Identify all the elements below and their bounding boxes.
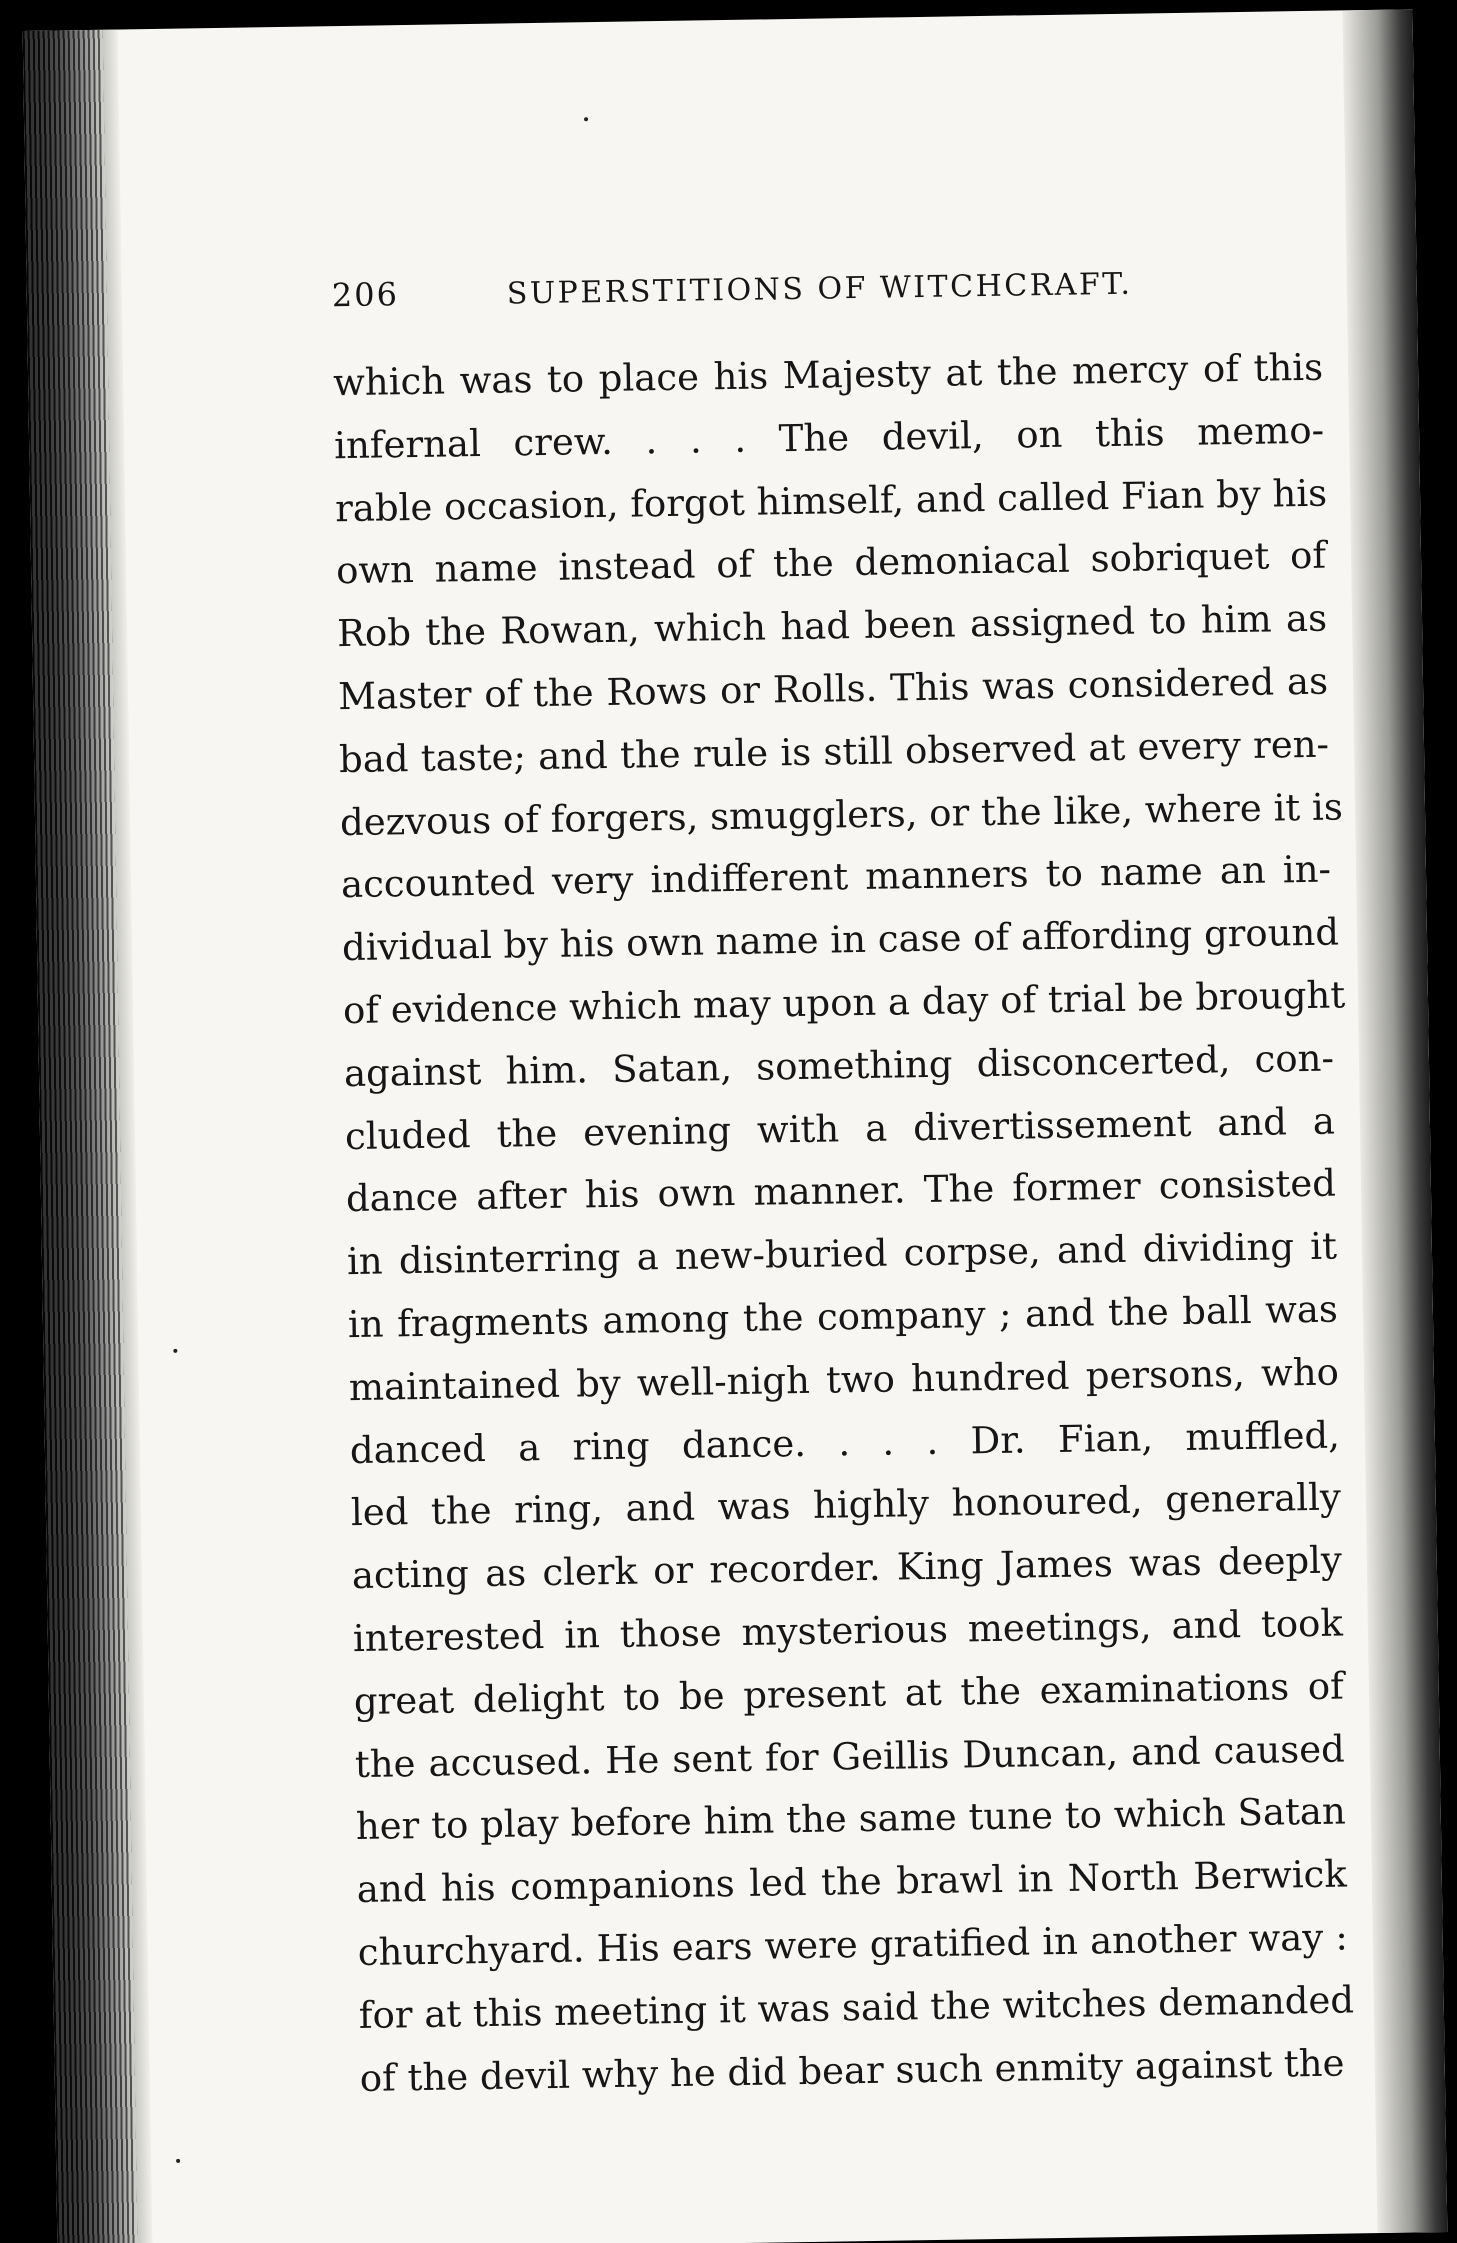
text-line: own name instead of the demoniacal sobriquet of: [335, 534, 1327, 593]
text-line: against him. Satan, something disconcerted, con-: [343, 1036, 1335, 1095]
text-line: for at this meeting it was said the witches demanded: [358, 1978, 1355, 2037]
text-line: dividual by his own name in case of affording ground: [341, 910, 1340, 970]
text-line: and his companions led the brawl in North Berwick: [356, 1852, 1348, 1912]
running-header: [332, 261, 1322, 315]
text-line: great delight to be present at the examinations of: [353, 1664, 1345, 1723]
text-line: Master of the Rows or Rolls. This was considered as: [337, 659, 1329, 719]
text-line: of evidence which may upon a day of trial be brought: [342, 973, 1346, 1033]
text-line: cluded the evening with a divertissement and a: [344, 1099, 1336, 1158]
text-line: churchyard. His ears were gratified in another way :: [357, 1915, 1349, 1974]
text-line: interested in those mysterious meetings, and took: [352, 1601, 1344, 1660]
page-curl-shadow: [1342, 9, 1447, 2233]
text-line: accounted very indifferent manners to name an in-: [340, 847, 1332, 907]
text-line: which was to place his Majesty at the mercy of this: [332, 345, 1324, 405]
text-line: in disinterring a new-buried corpse, and dividing it: [346, 1224, 1338, 1284]
body-text: [332, 337, 1355, 2111]
text-line: acting as clerk or recorder. King James was deeply: [351, 1538, 1343, 1598]
text-line: rable occasion, forgot himself, and called Fian by his: [334, 471, 1328, 530]
text-line: bad taste; and the rule is still observed at every ren-: [338, 722, 1330, 781]
scan-speck: [584, 117, 588, 121]
text-line: dance after his own manner. The former consisted: [345, 1161, 1337, 1221]
page-number: 206: [331, 275, 400, 315]
text-line: her to play before him the same tune to which Satan: [355, 1789, 1347, 1849]
text-line: of the devil why he did bear such enmity against the: [359, 2041, 1345, 2100]
running-title: SUPERSTITIONS OF WITCHCRAFT.: [506, 266, 1133, 312]
text-line: in fragments among the company ; and the ball was: [347, 1287, 1339, 1347]
scan-speck: [173, 1349, 177, 1353]
text-line: Rob the Rowan, which had been assigned to him as: [336, 596, 1328, 656]
text-line: infernal crew. . . . The devil, on this memo-: [333, 408, 1325, 468]
text-block: [331, 261, 1355, 2111]
scan-speck: [176, 2159, 180, 2163]
text-line: dezvous of forgers, smugglers, or the like, where it is: [339, 784, 1344, 844]
text-line: danced a ring dance. . . . Dr. Fian, muffled,: [349, 1413, 1341, 1472]
text-line: maintained by well-nigh two hundred persons, who: [348, 1350, 1340, 1409]
book-page: [23, 9, 1448, 2243]
text-line: led the ring, and was highly honoured, generally: [350, 1475, 1342, 1535]
text-line: the accused. He sent for Geillis Duncan, and caused: [354, 1727, 1346, 1786]
